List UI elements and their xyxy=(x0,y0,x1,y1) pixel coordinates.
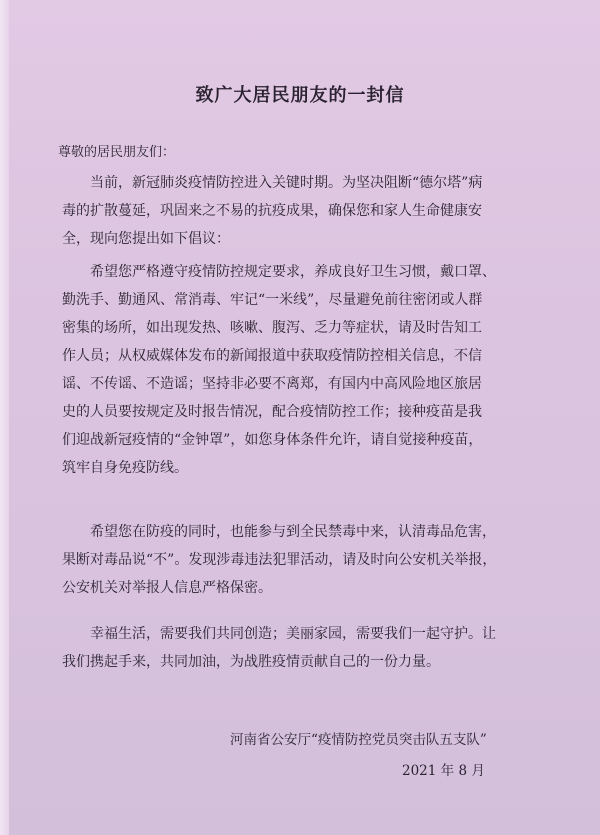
letter-title: 致广大居民朋友的一封信 xyxy=(195,85,405,106)
letter-greeting: 尊敬的居民朋友们： xyxy=(58,145,176,160)
paper-edge xyxy=(0,0,9,835)
paragraph-line: 谣、不传谣、不造谣；坚持非必要不离郑，有国内中高风险地区旅居 xyxy=(62,376,482,392)
paragraph-line: 史的人员要按规定及时报告情况，配合疫情防控工作；接种疫苗是我 xyxy=(62,404,482,420)
paragraph-anti-drug xyxy=(62,518,552,602)
paragraph-line: 希望您严格遵守疫情防控规定要求，养成良好卫生习惯，戴口罩、 xyxy=(62,264,496,280)
paragraph-line: 作人员；从权威媒体发布的新闻报道中获取疫情防控相关信息，不信 xyxy=(62,348,482,364)
paragraph-closing xyxy=(62,620,552,676)
paragraph-line: 果断对毒品说“不”。发现涉毒违法犯罪活动，请及时向公安机关举报， xyxy=(62,552,497,568)
paragraph-line: 幸福生活，需要我们共同创造；美丽家园，需要我们一起守护。让 xyxy=(62,626,496,642)
paragraph-line: 公安机关对举报人信息严格保密。 xyxy=(62,580,272,596)
paragraph-intro xyxy=(62,169,552,253)
paragraph-line: 们迎战新冠疫情的“金钟罩”，如您身体条件允许，请自觉接种疫苗， xyxy=(62,432,483,448)
paragraph-line: 希望您在防疫的同时，也能参与到全民禁毒中来，认清毒品危害， xyxy=(62,524,496,540)
paragraph-line: 全，现向您提出如下倡议： xyxy=(62,231,230,247)
paragraph-line: 我们携起手来，共同加油，为战胜疫情贡献自己的一份力量。 xyxy=(62,654,440,670)
paragraph-line: 筑牢自身免疫防线。 xyxy=(62,460,188,476)
letter-date: 2021 年 8 月 xyxy=(402,763,485,779)
paragraph-line: 密集的场所，如出现发热、咳嗽、腹泻、乏力等症状，请及时告知工 xyxy=(62,320,482,336)
paragraph-line: 勤洗手、勤通风、常消毒、牢记“一米线”，尽量避免前往密闭或人群 xyxy=(62,292,483,308)
paragraph-line: 当前，新冠肺炎疫情防控进入关键时期。为坚决阻断“德尔塔”病 xyxy=(62,175,483,191)
letter-signature: 河南省公安厅“疫情防控党员突击队五支队” xyxy=(230,732,487,748)
paragraph-epidemic-guidance xyxy=(62,258,552,482)
paragraph-line: 毒的扩散蔓延，巩固来之不易的抗疫成果，确保您和家人生命健康安 xyxy=(62,203,482,219)
